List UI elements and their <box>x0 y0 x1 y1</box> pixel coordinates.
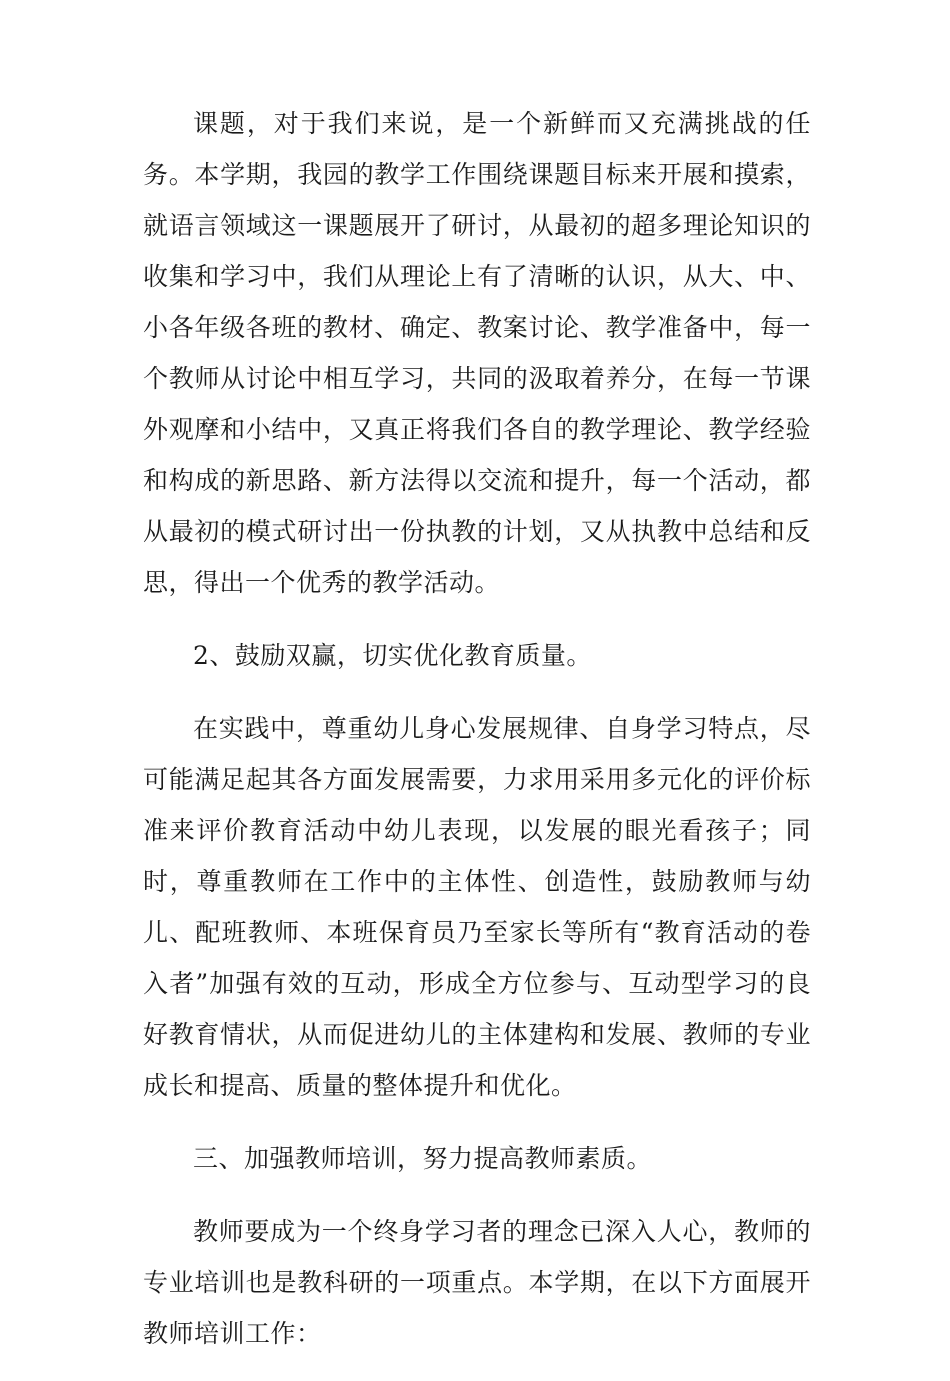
document-body <box>143 98 811 1381</box>
paragraph-training-intro: 教师要成为一个终身学习者的理念已深入人心，教师的专业培训也是教科研的一项重点。本学期，在以下方面展开教师培训工作： <box>143 1217 811 1348</box>
section-heading-teacher-training: 三、加强教师培训，努力提高教师素质。 <box>193 1144 653 1173</box>
paragraph-research-topic: 课题，对于我们来说，是一个新鲜而又充满挑战的任务。本学期，我园的教学工作围绕课题目标来开展和摸索，就语言领域这一课题展开了研讨，从最初的超多理论知识的收集和学习中，我们从理论上有了清晰的认识，从大、中、小各年级各班的教材、确定、教案讨论、教学准备中，每一个教师从讨论中相互学习，共同的汲取着养分，在每一节课外观摩和小结中，又真正将我们各自的教学理论、教学经验和构成的新思路、新方法得以交流和提升，每一个活动，都从最初的模式研讨出一份执教的计划，又从执教中总结和反思，得出一个优秀的教学活动。 <box>143 109 811 597</box>
section-heading-win-win: 2、鼓励双赢，切实优化教育质量。 <box>193 641 592 670</box>
paragraph-practice: 在实践中，尊重幼儿身心发展规律、自身学习特点，尽可能满足起其各方面发展需要，力求用采用多元化的评价标准来评价教育活动中幼儿表现，以发展的眼光看孩子；同时，尊重教师在工作中的主体性、创造性，鼓励教师与幼儿、配班教师、本班保育员乃至家长等所有“教育活动的卷入者”加强有效的互动，形成全方位参与、互动型学习的良好教育情状，从而促进幼儿的主体建构和发展、教师的专业成长和提高、质量的整体提升和优化。 <box>143 714 811 1100</box>
